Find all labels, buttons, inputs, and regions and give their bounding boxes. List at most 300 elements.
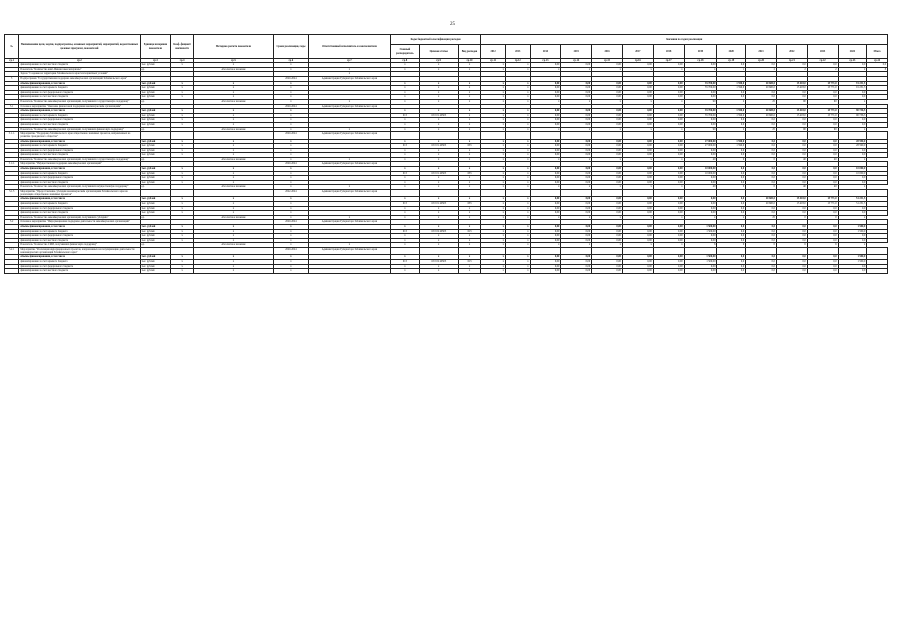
col-num-header: № xyxy=(5,35,19,59)
row-year-value: 0,00 xyxy=(684,202,717,207)
row-year-value: 0,00 xyxy=(530,63,561,68)
row-year-value: 0,00 xyxy=(653,259,684,264)
column-index: гр.1 xyxy=(5,59,19,63)
row-coef: х xyxy=(171,225,194,230)
row-name: финансирование за счет краевого бюджета xyxy=(19,171,140,176)
row-expense-type xyxy=(458,190,481,197)
row-year-value: х xyxy=(481,90,506,95)
budget-code-header: Целевая статья xyxy=(419,45,458,59)
row-name: объемы финансирования, в том числе xyxy=(19,255,140,260)
row-year-value: х xyxy=(481,67,506,72)
row-terms: х xyxy=(273,185,308,190)
row-year-value: х xyxy=(481,225,506,230)
row-name: финансирование за счет федерального бюджета xyxy=(19,206,140,211)
row-year-value: 0,0 xyxy=(717,63,746,68)
row-year-value: 90 736,5 xyxy=(838,109,867,114)
row-main-manager: х xyxy=(390,118,419,123)
row-terms: х xyxy=(273,255,308,260)
row-unit: тыс. рублей xyxy=(140,202,171,207)
row-year-value: 0,00 xyxy=(530,139,561,144)
row-year-value: 0,00 xyxy=(561,167,592,172)
row-executor: Администрация Губернатора Забайкальского края xyxy=(308,104,390,109)
row-year-value: 0,00 xyxy=(592,90,623,95)
row-coef xyxy=(171,247,194,254)
row-terms: х xyxy=(273,197,308,202)
column-index: гр.15 xyxy=(592,59,623,63)
row-target-item: х xyxy=(419,238,458,243)
row-total: х xyxy=(838,157,867,162)
row-expense-type: 633 xyxy=(458,202,481,207)
table-row xyxy=(5,269,888,274)
row-unit: тыс. рублей xyxy=(140,206,171,211)
row-unit xyxy=(140,132,171,139)
row-year-value xyxy=(653,190,684,197)
row-year-value: 0,00 xyxy=(622,139,653,144)
row-year-value: 0,0 xyxy=(807,122,838,127)
row-method: Абсолютное значение xyxy=(193,215,273,220)
row-name: Показатель "Количество некоммерческих организаций, получивших государственную поддержку" xyxy=(19,99,140,104)
row-method: х xyxy=(193,202,273,207)
row-unit: тыс. рублей xyxy=(140,81,171,86)
row-year-value: 0,00 xyxy=(653,269,684,274)
row-year-value: 0,0 xyxy=(746,95,777,100)
row-name: объемы финансирования, в том числе xyxy=(19,197,140,202)
row-year-value: 0,0 xyxy=(838,95,867,100)
row-year-value: 15 403,0 xyxy=(776,197,807,202)
row-year-value: 0,00 xyxy=(622,264,653,269)
row-terms: х xyxy=(273,167,308,172)
row-target-item: х xyxy=(419,90,458,95)
row-year-value: 25 xyxy=(746,127,777,132)
row-year-value: 0,00 xyxy=(530,206,561,211)
row-year-value: 2 xyxy=(717,127,746,132)
row-year-value: 0,00 xyxy=(622,95,653,100)
row-unit: ед. xyxy=(140,67,171,72)
row-year-value: 0,0 xyxy=(807,238,838,243)
row-expense-type: х xyxy=(458,81,481,86)
row-total: х xyxy=(838,99,867,104)
year-header: 2019 xyxy=(684,45,717,59)
row-terms: х xyxy=(273,113,308,118)
row-terms: х xyxy=(273,176,308,181)
row-year-value: х xyxy=(505,157,530,162)
row-unit: тыс. рублей xyxy=(140,144,171,149)
row-year-value: 0,00 xyxy=(561,206,592,211)
row-main-manager: х xyxy=(390,225,419,230)
row-year-value: 15 403,0 xyxy=(776,86,807,91)
row-unit: тыс. рублей xyxy=(140,167,171,172)
row-year-value: х xyxy=(481,95,506,100)
row-method: х xyxy=(193,113,273,118)
row-year-value xyxy=(717,247,746,254)
row-name: Показатель "Количество СМИ, получивших финансовую поддержку" xyxy=(19,243,140,248)
row-executor: х xyxy=(308,127,390,132)
row-year-value: 0 xyxy=(717,185,746,190)
row-name: финансирование за счет местного бюджета xyxy=(19,63,140,68)
row-year-value: 0,00 xyxy=(530,148,561,153)
column-index: гр.9 xyxy=(419,59,458,63)
row-year-value: 6 xyxy=(684,243,717,248)
row-year-value: 0,0 xyxy=(807,264,838,269)
row-year-value: 0,00 xyxy=(684,197,717,202)
row-year-value: 0,0 xyxy=(717,234,746,239)
row-target-item: 18 0 01 49505 xyxy=(419,144,458,149)
row-year-value: 10 000,00 xyxy=(684,171,717,176)
row-target-item: х xyxy=(419,157,458,162)
row-year-value: 0,00 xyxy=(561,109,592,114)
row-year-value: 0,00 xyxy=(530,109,561,114)
row-target-item: х xyxy=(419,225,458,230)
row-year-value: 90 xyxy=(776,127,807,132)
row-unit: ед. xyxy=(140,185,171,190)
row-unit: тыс. рублей xyxy=(140,180,171,185)
row-year-value xyxy=(561,132,592,139)
row-year-value: х xyxy=(481,109,506,114)
row-unit: тыс. рублей xyxy=(140,238,171,243)
col-name-header: Наименование цели, задачи, подпрограммы, основных мероприятий, мероприятий, ведомственных целевых программ, показателей xyxy=(19,35,140,59)
year-header: 2020 xyxy=(717,45,746,59)
row-year-value: 0,00 xyxy=(530,144,561,149)
row-coef: х xyxy=(171,255,194,260)
row-unit: тыс. рублей xyxy=(140,63,171,68)
row-year-value: х xyxy=(505,67,530,72)
column-index: гр.13 xyxy=(530,59,561,63)
row-year-value: 0,0 xyxy=(838,234,867,239)
row-year-value: 25 xyxy=(746,215,777,220)
row-year-value: 0,00 xyxy=(622,180,653,185)
row-year-value: х xyxy=(505,122,530,127)
row-year-value: 0,0 xyxy=(776,153,807,158)
row-target-item xyxy=(419,247,458,254)
row-unit: тыс. рублей xyxy=(140,171,171,176)
row-method xyxy=(193,190,273,197)
row-year-value: 0,00 xyxy=(622,148,653,153)
row-year-value: х xyxy=(505,95,530,100)
row-year-value: х xyxy=(592,67,623,72)
row-main-manager: х xyxy=(390,86,419,91)
row-year-value: х xyxy=(505,215,530,220)
row-name: финансирование за счет краевого бюджета xyxy=(19,113,140,118)
row-coef: х xyxy=(171,118,194,123)
column-index: гр.14 xyxy=(561,59,592,63)
row-method: х xyxy=(193,259,273,264)
row-year-value: х xyxy=(592,215,623,220)
row-expense-type: х xyxy=(458,243,481,248)
row-year-value: 0,0 xyxy=(776,167,807,172)
row-method: Абсолютное значение xyxy=(193,67,273,72)
row-year-value: 0,0 xyxy=(746,264,777,269)
row-year-value: 0,00 xyxy=(592,122,623,127)
row-expense-type: х xyxy=(458,113,481,118)
row-main-manager: х xyxy=(390,215,419,220)
column-index: гр.17 xyxy=(653,59,684,63)
row-year-value: 35 700,00 xyxy=(684,86,717,91)
row-year-value: 0,0 xyxy=(746,90,777,95)
row-year-value: 0,00 xyxy=(684,211,717,216)
row-method: х xyxy=(193,180,273,185)
row-method: х xyxy=(193,153,273,158)
row-coef: х xyxy=(171,197,194,202)
row-main-manager: х xyxy=(390,255,419,260)
row-year-value xyxy=(622,132,653,139)
row-name: финансирование за счет местного бюджета xyxy=(19,269,140,274)
row-year-value: х xyxy=(481,63,506,68)
row-method: Абсолютное значение xyxy=(193,127,273,132)
col-unit-header: Единица измерения показателя xyxy=(140,35,171,59)
row-year-value: х xyxy=(481,259,506,264)
row-coef: х xyxy=(171,211,194,216)
year-header: 2023 xyxy=(807,45,838,59)
row-year-value: х xyxy=(505,109,530,114)
row-year-value xyxy=(807,132,838,139)
row-terms: х xyxy=(273,122,308,127)
row-year-value: 0,0 xyxy=(746,176,777,181)
row-year-value: х xyxy=(592,157,623,162)
row-year-value: 0,0 xyxy=(776,118,807,123)
row-year-value: 0,0 xyxy=(717,211,746,216)
row-year-value: х xyxy=(505,81,530,86)
row-year-value: 1 500,0 xyxy=(838,259,867,264)
row-unit: тыс. рублей xyxy=(140,118,171,123)
row-year-value: 0,0 xyxy=(776,255,807,260)
row-year-value: 40 xyxy=(776,157,807,162)
row-year-value: 0,00 xyxy=(622,167,653,172)
row-year-value: 0,0 xyxy=(717,171,746,176)
row-year-value: 0,00 xyxy=(622,234,653,239)
row-year-value xyxy=(561,190,592,197)
row-year-value: х xyxy=(505,176,530,181)
row-year-value: 0,0 xyxy=(746,171,777,176)
row-name: объемы финансирования, в том числе xyxy=(19,81,140,86)
row-coef: х xyxy=(171,113,194,118)
row-year-value: 1 590,0 xyxy=(717,86,746,91)
row-year-value: х xyxy=(530,67,561,72)
row-main-manager: х xyxy=(390,153,419,158)
row-main-manager: 013 xyxy=(390,144,419,149)
row-number: 5.1 xyxy=(5,104,19,109)
row-coef: х xyxy=(171,229,194,234)
row-year-value: 0,00 xyxy=(561,225,592,230)
row-main-manager: х xyxy=(390,63,419,68)
row-year-value: 0,0 xyxy=(838,206,867,211)
row-year-value: 0 xyxy=(807,215,838,220)
year-header: 2013 xyxy=(505,45,530,59)
row-year-value: 0,0 xyxy=(838,211,867,216)
row-terms: х xyxy=(273,202,308,207)
column-index: гр.21 xyxy=(776,59,807,63)
row-main-manager: х xyxy=(390,67,419,72)
row-year-value xyxy=(717,132,746,139)
row-year-value: 0,00 xyxy=(592,109,623,114)
row-year-value: х xyxy=(505,225,530,230)
row-terms: х xyxy=(273,225,308,230)
column-index: гр.23 xyxy=(838,59,867,63)
row-year-value: 6 xyxy=(776,243,807,248)
row-year-value: х xyxy=(481,81,506,86)
row-coef: х xyxy=(171,202,194,207)
row-year-value: х xyxy=(653,127,684,132)
row-year-value: 0,0 xyxy=(838,90,867,95)
row-year-value: 20 600,0 xyxy=(746,202,777,207)
column-index: гр.11 xyxy=(481,59,506,63)
row-year-value: 90 736,5 xyxy=(838,113,867,118)
row-method: х xyxy=(193,139,273,144)
row-year-value: 40 xyxy=(684,157,717,162)
row-year-value: 0,0 xyxy=(807,95,838,100)
row-target-item: х xyxy=(419,197,458,202)
row-method: х xyxy=(193,95,273,100)
row-year-value: 0,0 xyxy=(838,269,867,274)
row-year-value: 0,0 xyxy=(717,180,746,185)
row-method: Абсолютное значение xyxy=(193,157,273,162)
row-year-value: 0,00 xyxy=(561,63,592,68)
row-target-item: х xyxy=(419,95,458,100)
row-target-item: 18 0 01 49505 xyxy=(419,171,458,176)
row-year-value: 0,0 xyxy=(807,211,838,216)
row-method xyxy=(193,247,273,254)
row-name: финансирование за счет краевого бюджета xyxy=(19,144,140,149)
row-executor: х xyxy=(308,99,390,104)
row-year-value: 20 600,0 xyxy=(746,81,777,86)
row-total xyxy=(867,269,888,274)
row-target-item: 18 0 02 49503 xyxy=(419,259,458,264)
row-total xyxy=(867,180,888,185)
row-year-value: 0,0 xyxy=(776,90,807,95)
row-unit: ед. xyxy=(140,127,171,132)
row-name: объемы финансирования, в том числе xyxy=(19,225,140,230)
row-method: Абсолютное значение xyxy=(193,185,273,190)
row-terms: 2020-2024 xyxy=(273,162,308,167)
row-year-value: 0,00 xyxy=(530,259,561,264)
row-year-value: х xyxy=(717,215,746,220)
row-year-value: 0,00 xyxy=(622,86,653,91)
row-year-value: 0,0 xyxy=(807,63,838,68)
row-name: финансирование за счет федерального бюджета xyxy=(19,176,140,181)
row-expense-type: х xyxy=(458,225,481,230)
row-year-value xyxy=(505,247,530,254)
row-year-value: х xyxy=(505,185,530,190)
row-year-value: 0,00 xyxy=(530,269,561,274)
row-year-value xyxy=(746,190,777,197)
row-year-value: 0,00 xyxy=(653,206,684,211)
row-coef: х xyxy=(171,167,194,172)
row-unit: ед. xyxy=(140,157,171,162)
row-year-value: 15 771,0 xyxy=(807,197,838,202)
year-header: 2018 xyxy=(653,45,684,59)
row-number xyxy=(5,269,19,274)
row-year-value: 0,00 xyxy=(592,113,623,118)
row-year-value: 0,0 xyxy=(807,225,838,230)
row-unit: тыс. рублей xyxy=(140,148,171,153)
row-terms: х xyxy=(273,67,308,72)
row-name: объемы финансирования, в том числе xyxy=(19,109,140,114)
row-year-value: 0,00 xyxy=(653,139,684,144)
row-coef: х xyxy=(171,171,194,176)
row-year-value: х xyxy=(561,215,592,220)
row-year-value: х xyxy=(505,229,530,234)
row-year-value: х xyxy=(481,157,506,162)
row-method: х xyxy=(193,264,273,269)
row-year-value xyxy=(838,132,867,139)
row-year-value: 15 403,0 xyxy=(776,109,807,114)
row-total xyxy=(867,122,888,127)
row-executor: Администрация Губернатора Забайкальского края xyxy=(308,162,390,167)
row-year-value: 90 xyxy=(684,127,717,132)
row-target-item: х xyxy=(419,109,458,114)
row-year-value: 0,0 xyxy=(807,118,838,123)
row-expense-type: х xyxy=(458,255,481,260)
row-expense-type xyxy=(458,132,481,139)
row-terms: х xyxy=(273,243,308,248)
row-name: финансирование за счет краевого бюджета xyxy=(19,202,140,207)
row-method: х xyxy=(193,171,273,176)
total-header: Итого xyxy=(867,45,888,59)
row-year-value: 0,00 xyxy=(653,95,684,100)
row-year-value: х xyxy=(481,180,506,185)
row-year-value: 0,00 xyxy=(530,176,561,181)
row-year-value: х xyxy=(561,243,592,248)
row-year-value: х xyxy=(505,113,530,118)
row-year-value: х xyxy=(530,99,561,104)
col-coef-header: Коэф. фициент значимости xyxy=(171,35,194,59)
row-year-value: 15 403,0 xyxy=(776,81,807,86)
row-year-value: х xyxy=(481,167,506,172)
row-coef xyxy=(171,190,194,197)
row-name: Мероприятие "Имущественная поддержка некоммерческих организаций" xyxy=(19,162,140,167)
row-year-value: 2 xyxy=(776,67,807,72)
row-total: 0,0 xyxy=(867,63,888,68)
row-main-manager: х xyxy=(390,269,419,274)
row-year-value xyxy=(653,132,684,139)
row-year-value: 0,00 xyxy=(561,197,592,202)
row-expense-type: х xyxy=(458,90,481,95)
row-year-value: 0,00 xyxy=(622,144,653,149)
row-terms: х xyxy=(273,206,308,211)
row-total xyxy=(867,132,888,139)
row-executor xyxy=(308,269,390,274)
row-year-value: 28 590,0 xyxy=(838,139,867,144)
row-target-item: х xyxy=(419,81,458,86)
row-year-value: х xyxy=(622,215,653,220)
column-index: гр.18 xyxy=(684,59,717,63)
row-year-value: 0,0 xyxy=(746,229,777,234)
row-year-value: х xyxy=(530,243,561,248)
row-terms: 2020-2024 xyxy=(273,104,308,109)
row-main-manager xyxy=(390,132,419,139)
row-executor: х xyxy=(308,243,390,248)
row-year-value: 0 xyxy=(776,215,807,220)
row-expense-type: х xyxy=(458,148,481,153)
row-name: финансирование за счет местного бюджета xyxy=(19,238,140,243)
row-expense-type: х xyxy=(458,215,481,220)
table-row xyxy=(5,190,888,197)
row-target-item: х xyxy=(419,234,458,239)
row-number: 5.2.1 xyxy=(5,247,19,254)
row-year-value: 0,0 xyxy=(807,176,838,181)
column-index: гр.3 xyxy=(140,59,171,63)
row-year-value: 0,0 xyxy=(746,211,777,216)
row-year-value: 0,00 xyxy=(530,171,561,176)
row-year-value: 0,0 xyxy=(717,269,746,274)
row-year-value: 1 590,0 xyxy=(717,81,746,86)
row-year-value: 0,00 xyxy=(622,229,653,234)
column-index: гр.5 xyxy=(193,59,273,63)
row-year-value: 0,00 xyxy=(592,63,623,68)
row-year-value: 0,00 xyxy=(684,153,717,158)
row-year-value: 0,0 xyxy=(717,255,746,260)
row-terms: х xyxy=(273,215,308,220)
row-year-value: 0,0 xyxy=(717,197,746,202)
